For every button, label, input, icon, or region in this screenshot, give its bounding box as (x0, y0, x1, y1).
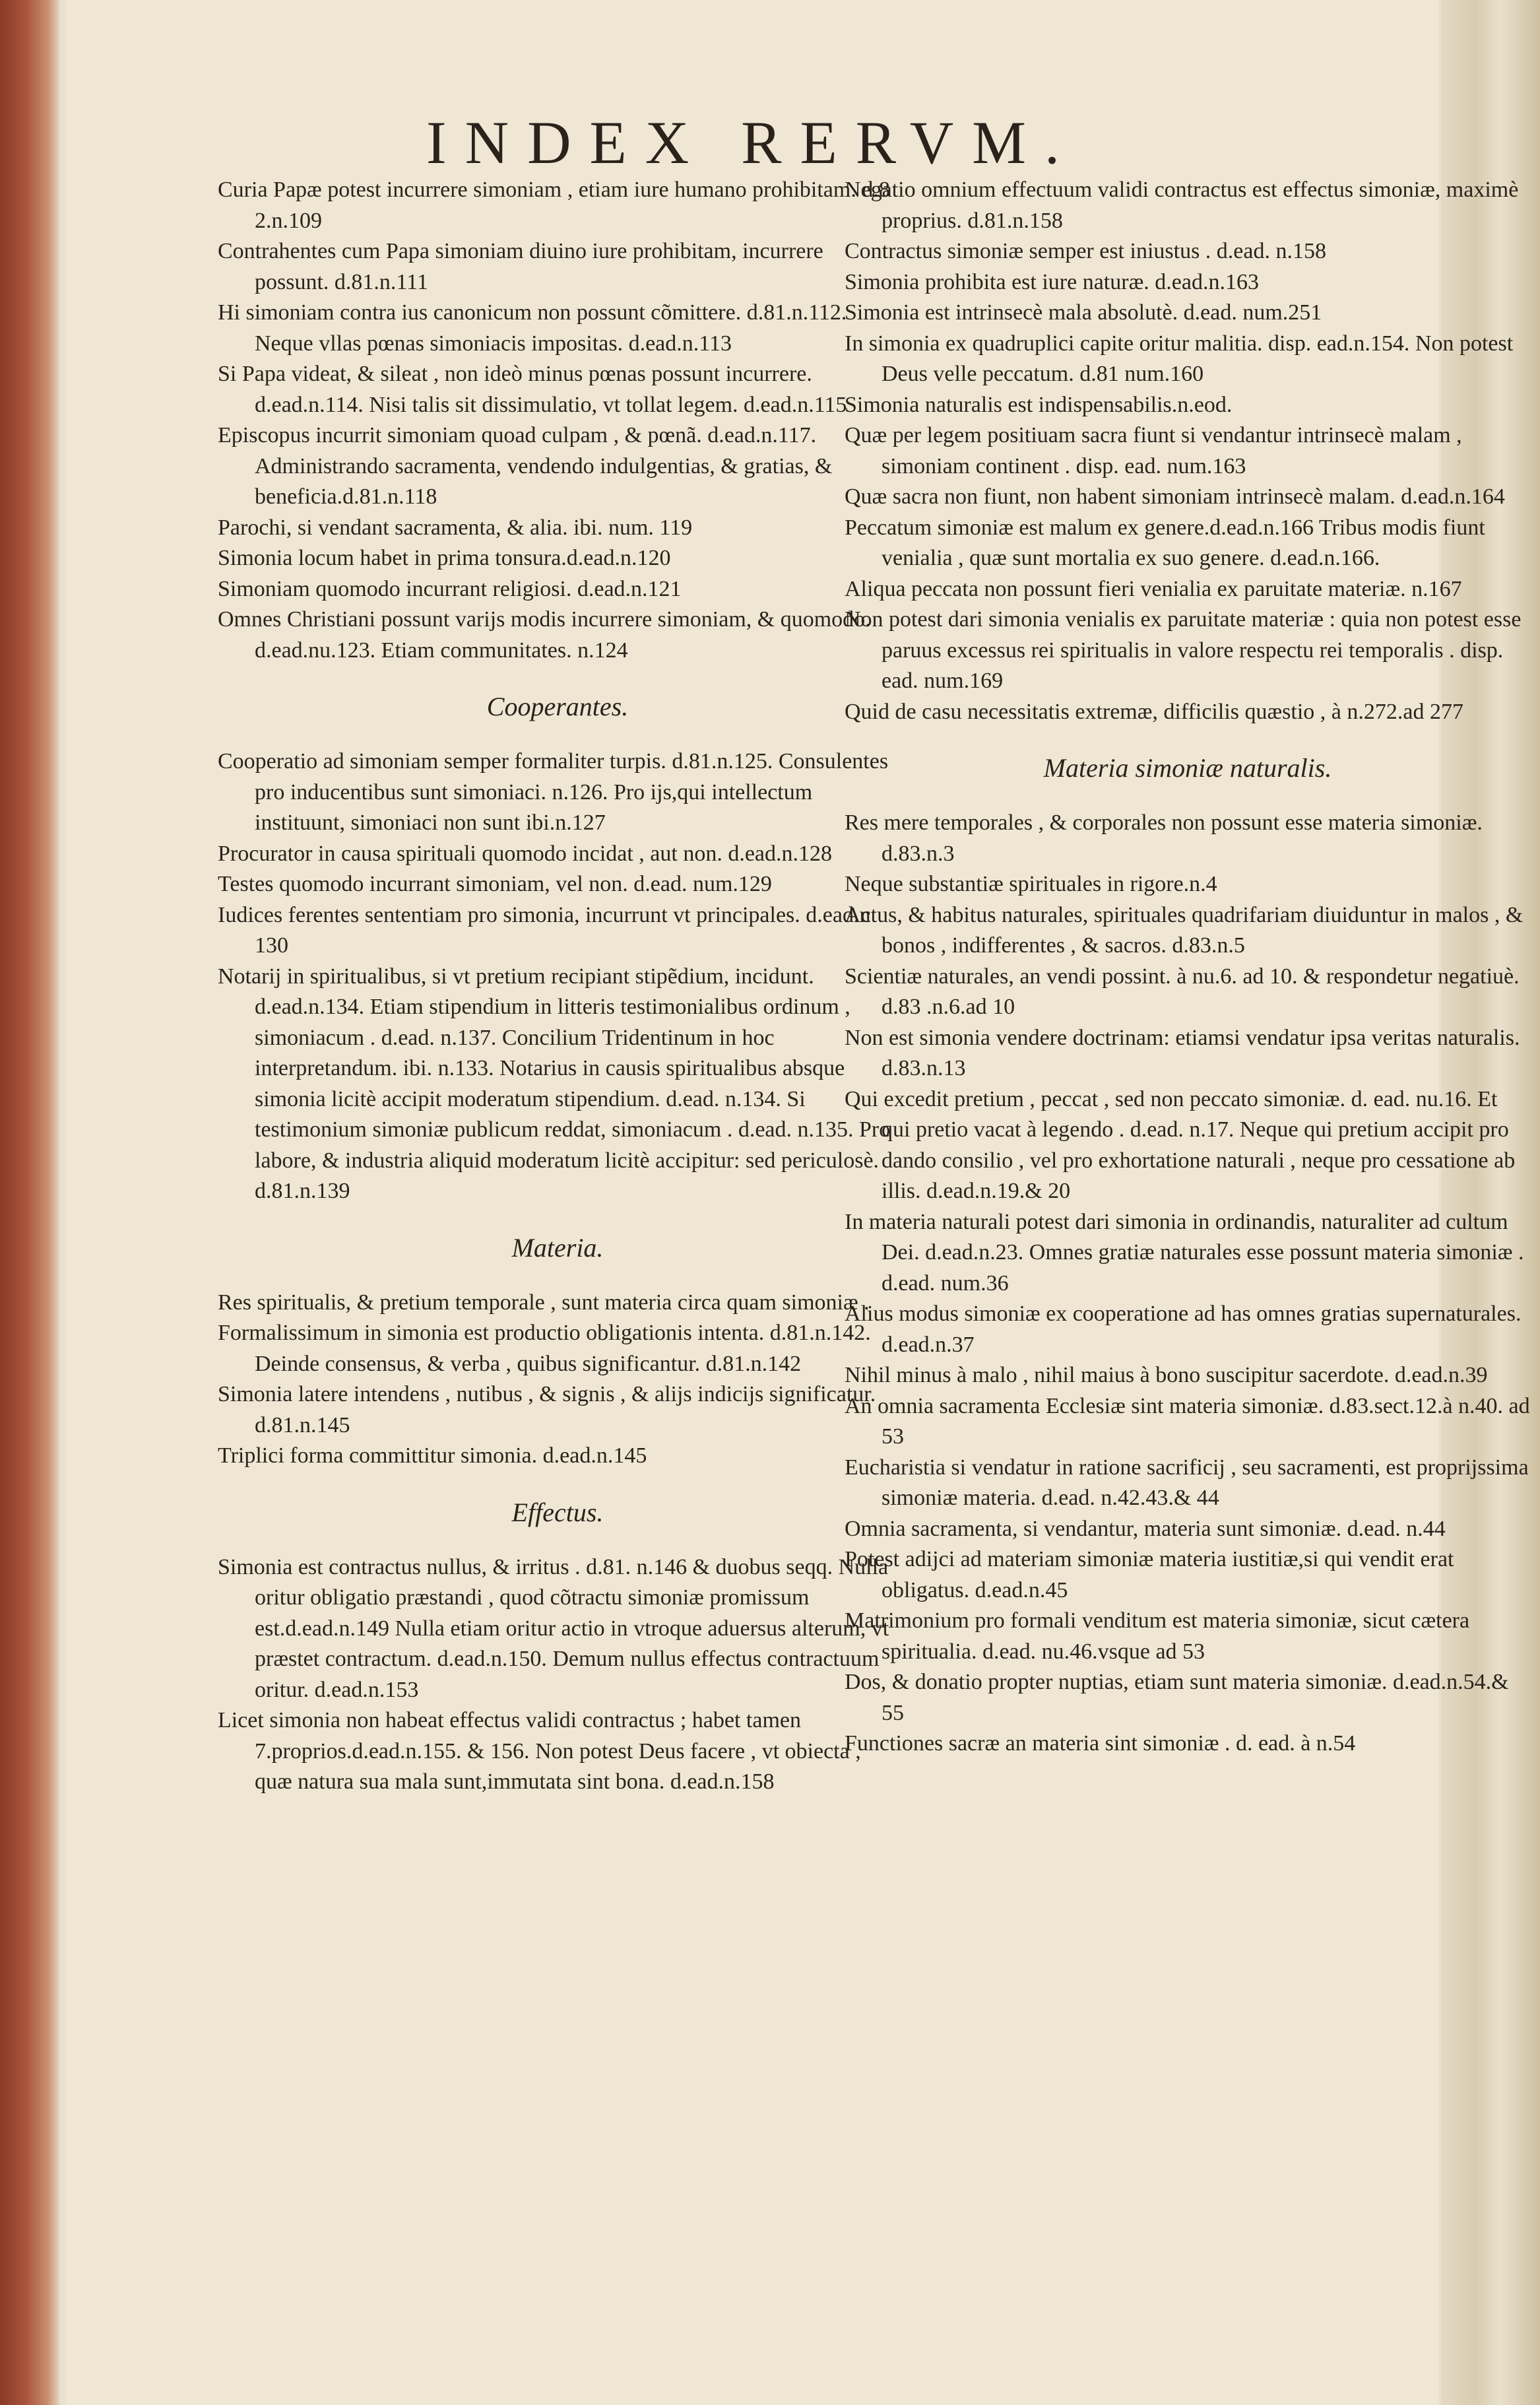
section-heading: Cooperantes. (486, 692, 629, 721)
index-entry: Non est simonia vendere doctrinam: etiamsi vendatur ipsa veritas naturalis. d.83.n.13 (845, 1025, 1520, 1080)
index-entry: Notarij in spiritualibus, si vt pretium recipiant stipẽdium, incidunt. d.ead.n.134. Etiam stipendium in litteris testimonialibus ordinum , simoniacum . d.ead. n.137. Concilium Tridentinum in hoc interpretandum. ibi. n.133. Notarius in causis spiritualibus absque simonia licitè accipit moderatum stipendium. d.ead. n.134. Si testimonium simoniæ publicum reddat, simoniacum . d.ead. n.135. Pro labore, & industria aliquid moderatum licitè accipitur: sed periculosè. d.81.n.139 (218, 964, 891, 1203)
index-entry: Omnia sacramenta, si vendantur, materia sunt simoniæ. d.ead. n.44 (845, 1516, 1446, 1541)
index-entry: Eucharistia si vendatur in ratione sacrificij , seu sacramenti, est proprijssima simoniæ materia. d.ead. n.42.43.& 44 (845, 1455, 1529, 1510)
index-entry: Res mere temporales , & corporales non possunt esse materia simoniæ. d.83.n.3 (845, 810, 1483, 866)
index-entry: Res spiritualis, & pretium temporale , sunt materia circa quam simoniæ . (218, 1290, 870, 1315)
index-entry: Negatio omnium effectuum validi contractus est effectus simoniæ, maximè proprius. d.81.n.158 (845, 178, 1519, 233)
index-entry: Quæ sacra non fiunt, non habent simoniam intrinsecè malam. d.ead.n.164 (845, 484, 1505, 509)
index-entry: Licet simonia non habeat effectus validi contractus ; habet tamen 7.proprios.d.ead.n.155. & 156. Non potest Deus facere , vt obiecta , quæ natura sua mala sunt,immutata sint bona. d.ead.n.158 (218, 1708, 861, 1794)
index-entry: Non potest dari simonia venialis ex paruitate materiæ : quia non potest esse paruus excessus rei spiritualis in valore respectu rei temporalis . disp. ead. num.169 (845, 607, 1522, 693)
index-entry: Scientiæ naturales, an vendi possint. à nu.6. ad 10. & respondetur negatiuè. d.83 .n.6.ad 10 (845, 964, 1520, 1019)
index-entry: Nihil minus à malo , nihil maius à bono suscipitur sacerdote. d.ead.n.39 (845, 1363, 1488, 1387)
index-entry: In simonia ex quadruplici capite oritur malitia. disp. ead.n.154. Non potest Deus velle peccatum. d.81 num.160 (845, 331, 1514, 386)
index-entry: Simonia est contractus nullus, & irritus . d.81. n.146 & duobus seqq. Nulla oritur obligatio præstandi , quod cõtractu simoniæ promissum est.d.ead.n.149 Nulla etiam oritur actio in vtroque aduersus alterum, vt præstet contractum. d.ead.n.150. Demum nullus effectus contractuum oritur. d.ead.n.153 (218, 1554, 889, 1702)
index-entry: Simonia locum habet in prima tonsura.d.ead.n.120 (218, 546, 671, 570)
index-entry: Potest adijci ad materiam simoniæ materia iustitiæ,si qui vendit erat obligatus. d.ead.n.45 (845, 1547, 1454, 1602)
index-entry: Matrimonium pro formali venditum est materia simoniæ, sicut cætera spiritualia. d.ead. nu.46.vsque ad 53 (845, 1608, 1470, 1664)
index-entry: Iudices ferentes sententiam pro simonia, incurrunt vt principales. d.ead.n 130 (218, 902, 871, 958)
index-entry: Neque substantiæ spirituales in rigore.n.4 (845, 872, 1217, 896)
index-entry: Qui excedit pretium , peccat , sed non peccato simoniæ. d. ead. nu.16. Et qui pretio vacat à legendo . d.ead. n.17. Neque qui pretium accipit pro dando consilio , vel pro exhortatione naturali , neque pro cessatione ab illis. d.ead.n.19.& 20 (845, 1086, 1516, 1203)
index-entry: Si Papa videat, & sileat , non ideò minus pœnas possunt incurrere. d.ead.n.114. Nisi talis sit dissimulatio, vt tollat legem. d.ead.n.115 (218, 362, 847, 417)
section-heading: Effectus. (511, 1497, 604, 1527)
index-entry: Testes quomodo incurrant simoniam, vel non. d.ead. num.129 (218, 872, 772, 896)
index-entry: Omnes Christiani possunt varijs modis incurrere simoniam, & quomodo. d.ead.nu.123. Etiam communitates. n.124 (218, 607, 871, 663)
index-entry: Simonia naturalis est indispensabilis.n.eod. (845, 392, 1233, 417)
page-title: INDEX RERVM. (426, 109, 1078, 176)
index-entry: Functiones sacræ an materia sint simoniæ . d. ead. à n.54 (845, 1731, 1356, 1756)
index-entry: Cooperatio ad simoniam semper formaliter turpis. d.81.n.125. Consulentes pro inducentibus sunt simoniaci. n.126. Pro ijs,qui intellectum instituunt, simoniaci non sunt ibi.n.127 (218, 749, 889, 835)
index-entry: An omnia sacramenta Ecclesiæ sint materia simoniæ. d.83.sect.12.à n.40. ad 53 (845, 1393, 1530, 1449)
index-entry: Simonia prohibita est iure naturæ. d.ead.n.163 (845, 269, 1259, 294)
index-entry: Actus, & habitus naturales, spirituales quadrifariam diuiduntur in malos , & bonos , indifferentes , & sacros. d.83.n.5 (845, 902, 1524, 958)
index-entry: Contractus simoniæ semper est iniustus . d.ead. n.158 (845, 239, 1326, 263)
index-entry: Hi simoniam contra ius canonicum non possunt cõmittere. d.81.n.112. Neque vllas pœnas simoniacis impositas. d.ead.n.113 (218, 300, 847, 356)
index-entry: Triplici forma committitur simonia. d.ead.n.145 (218, 1443, 647, 1468)
index-entry: Simonia latere intendens , nutibus , & signis , & alijs indicijs significatur. d.81.n.145 (218, 1382, 876, 1437)
index-entry: Formalissimum in simonia est productio obligationis intenta. d.81.n.142. Deinde consensus, & verba , quibus significantur. d.81.n.142 (218, 1321, 871, 1376)
section-heading: Materia. (511, 1232, 604, 1263)
index-entry: In materia naturali potest dari simonia in ordinandis, naturaliter ad cultum Dei. d.ead.n.23. Omnes gratiæ naturales esse possunt materia simoniæ . d.ead. num.36 (845, 1209, 1524, 1296)
index-entry: Contrahentes cum Papa simoniam diuino iure prohibitam, incurrere possunt. d.81.n.111 (218, 239, 823, 294)
index-entry: Quæ per legem positiuam sacra fiunt si vendantur intrinsecè malam , simoniam continent . disp. ead. num.163 (845, 423, 1462, 478)
index-entry: Simoniam quomodo incurrant religiosi. d.ead.n.121 (218, 576, 682, 601)
index-entry: Quid de casu necessitatis extremæ, difficilis quæstio , à n.272.ad 277 (845, 699, 1463, 724)
index-entry: Aliqua peccata non possunt fieri venialia ex paruitate materiæ. n.167 (845, 576, 1462, 601)
index-entry: Curia Papæ potest incurrere simoniam , etiam iure humano prohibitam. d.8 2.n.109 (218, 178, 890, 233)
index-entry: Procurator in causa spirituali quomodo incidat , aut non. d.ead.n.128 (218, 841, 833, 866)
book-edge-left (0, 0, 59, 2405)
index-entry: Parochi, si vendant sacramenta, & alia. ibi. num. 119 (218, 515, 693, 540)
index-entry: Peccatum simoniæ est malum ex genere.d.ead.n.166 Tribus modis fiunt venialia , quæ sunt mortalia ex suo genere. d.ead.n.166. (845, 515, 1485, 570)
index-entry: Alius modus simoniæ ex cooperatione ad has omnes gratias supernaturales. d.ead.n.37 (845, 1301, 1522, 1357)
index-entry: Episcopus incurrit simoniam quoad culpam , & pœnã. d.ead.n.117. Administrando sacramenta, vendendo indulgentias, & gratias, & beneficia.d.81.n.118 (218, 423, 833, 509)
index-entry: Simonia est intrinsecè mala absolutè. d.ead. num.251 (845, 300, 1322, 325)
book-page (66, 0, 1530, 2405)
index-entry: Dos, & donatio propter nuptias, etiam sunt materia simoniæ. d.ead.n.54.& 55 (845, 1670, 1509, 1725)
section-heading: Materia simoniæ naturalis. (1043, 753, 1332, 783)
left-column (218, 175, 897, 1798)
right-column (845, 175, 1531, 1760)
